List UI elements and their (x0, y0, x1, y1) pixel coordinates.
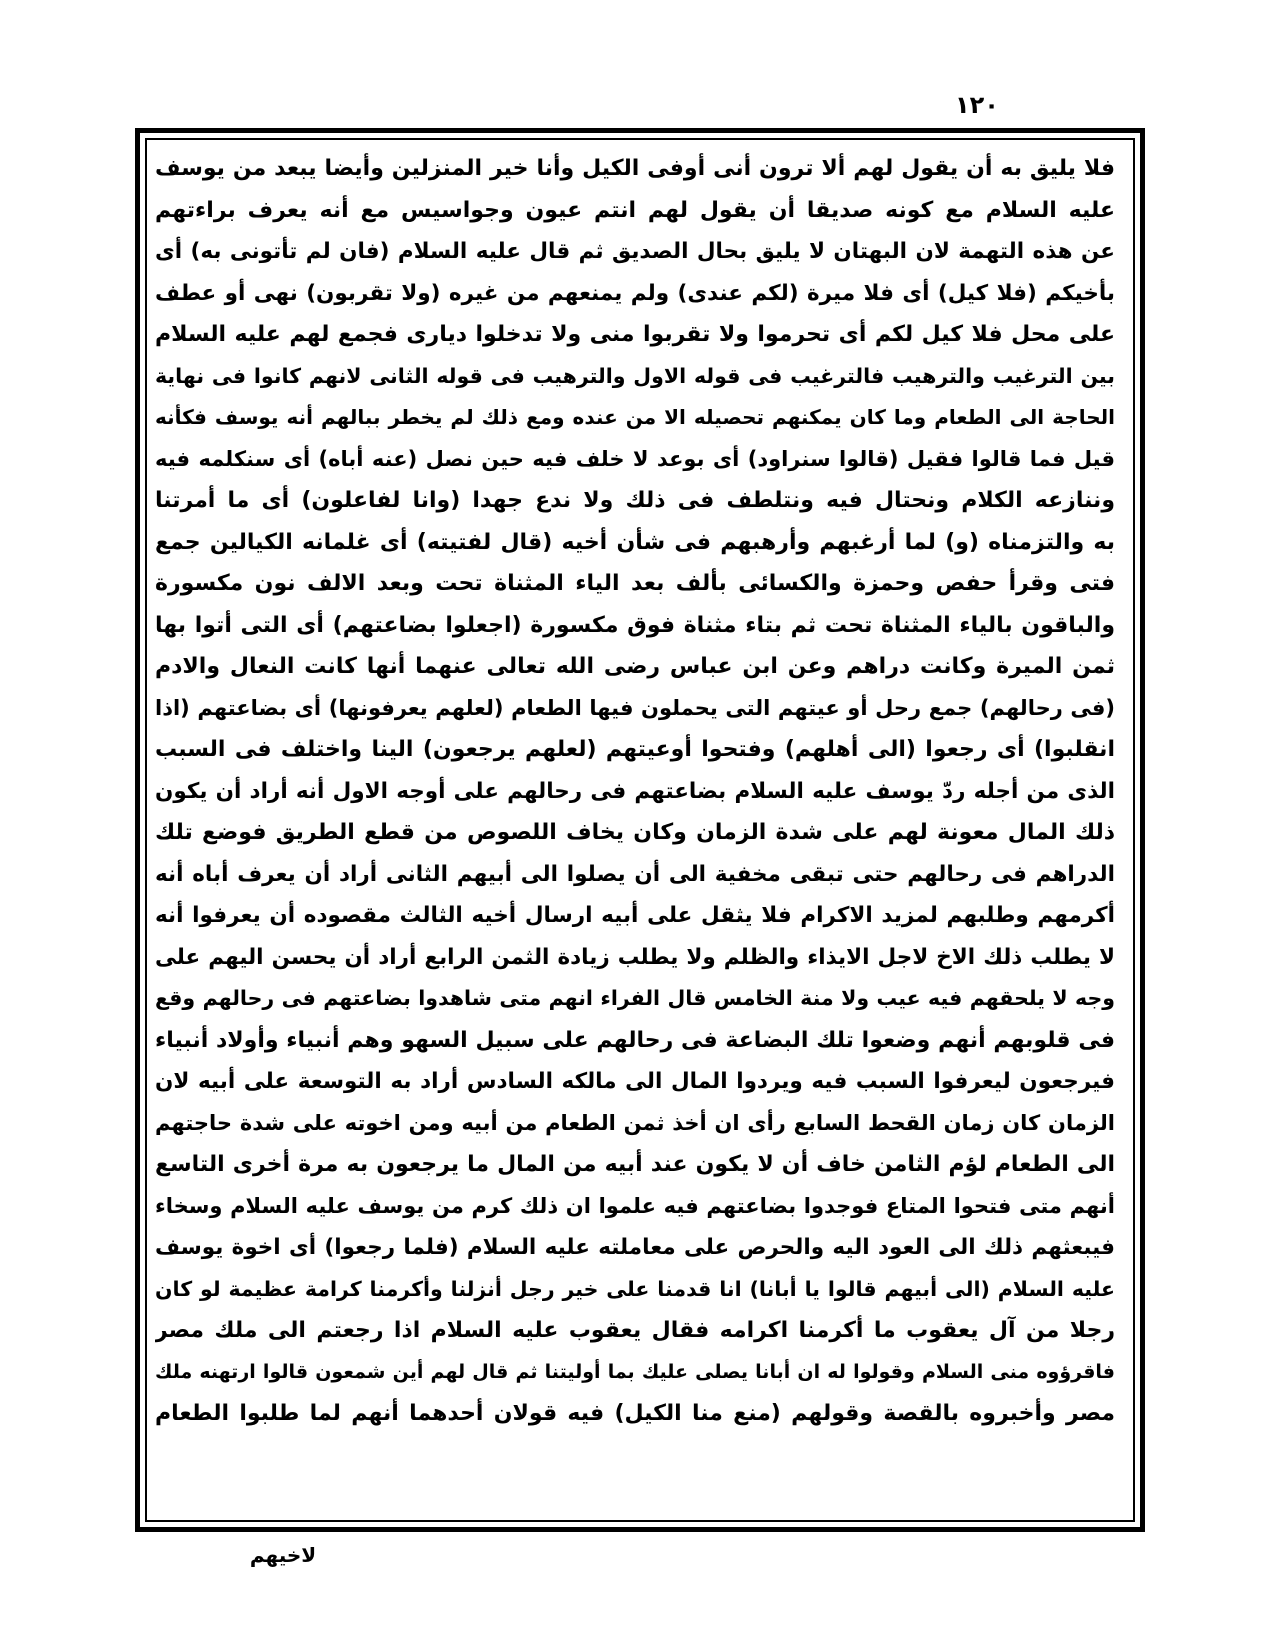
text-line: به والتزمناه (و) لما أرغبهم وأرهبهم فى شأن أخيه (قال لفتيته) أى غلمانه الكيالين جمع (155, 529, 1115, 555)
text-line: قيل فما قالوا فقيل (قالوا سنراود) أى بوعد لا خلف فيه حين نصل (عنه أباه) أى سنكلمه فيه (155, 446, 1115, 471)
text-line: الحاجة الى الطعام وما كان يمكنهم تحصيله الا من عنده ومع ذلك لم يخطر ببالهم أنه يوسف فكأنه (155, 405, 1115, 429)
text-body (155, 148, 1115, 1520)
text-line: لا يطلب ذلك الاخ لاجل الايذاء والظلم ولا يطلب زيادة الثمن الرابع أراد أن يحسن اليهم على (155, 944, 1115, 970)
text-line: فاقرؤوه منى السلام وقولوا له ان أبانا يصلى عليك بما أوليتنا ثم قال لهم أين شمعون قالوا ارتهنه ملك (155, 1360, 1115, 1383)
text-line: على محل فلا كيل لكم أى تحرموا ولا تقربوا منى ولا تدخلوا ديارى فجمع لهم عليه السلام (155, 322, 1115, 347)
text-line: فيبعثهم ذلك الى العود اليه والحرص على معاملته عليه السلام (فلما رجعوا) أى اخوة يوسف (155, 1235, 1115, 1260)
text-line: بأخيكم (فلا كيل) أى فلا ميرة (لكم عندى) ولم يمنعهم من غيره (ولا تقربون) نهى أو عطف (155, 280, 1115, 306)
text-line: وجه لا يلحقهم فيه عيب ولا منة الخامس قال الفراء انهم متى شاهدوا بضاعتهم فى رحالهم وقع (155, 986, 1115, 1010)
text-line: فتى وقرأ حفص وحمزة والكسائى بألف بعد الياء المثناة تحت وبعد الالف نون مكسورة (155, 571, 1115, 596)
text-line: فلا يليق به أن يقول لهم ألا ترون أنى أوفى الكيل وأنا خير المنزلين وأيضا يبعد من يوسف (155, 156, 1115, 181)
text-line: وننازعه الكلام ونحتال فيه ونتلطف فى ذلك ولا ندع جهدا (وانا لفاعلون) أى ما أمرتنا (155, 488, 1115, 513)
text-line: عليه السلام مع كونه صديقا أن يقول لهم انتم عيون وجواسيس مع أنه يعرف براءتهم (155, 197, 1115, 223)
text-line: الزمان كان زمان القحط السابع رأى ان أخذ ثمن الطعام من أبيه ومن اخوته على شدة حاجتهم (155, 1110, 1115, 1135)
text-line: ذلك المال معونة لهم على شدة الزمان وكان يخاف اللصوص من قطع الطريق فوضع تلك (155, 820, 1115, 845)
text-line: والباقون بالياء المثناة تحت ثم بتاء مثناة فوق مكسورة (اجعلوا بضاعتهم) أى التى أتوا بها (155, 612, 1115, 638)
text-line: ثمن الميرة وكانت دراهم وعن ابن عباس رضى الله تعالى عنهما أنها كانت النعال والادم (155, 654, 1115, 679)
page-number: ١٢٠ (955, 91, 999, 119)
text-line: عن هذه التهمة لان البهتان لا يليق بحال الصديق ثم قال عليه السلام (فان لم تأتونى به) أى (155, 239, 1115, 264)
text-line: بين الترغيب والترهيب فالترغيب فى قوله الاول والترهيب فى قوله الثانى لانهم كانوا فى نهاية (155, 363, 1115, 388)
text-line: الدراهم فى رحالهم حتى تبقى مخفية الى أن يصلوا الى أبيهم الثانى أراد أن يعرف أباه أنه (155, 861, 1115, 887)
catchword: لاخيهم (249, 1543, 317, 1567)
text-line: مصر وأخبروه بالقصة وقولهم (منع منا الكيل) فيه قولان أحدهما أنهم لما طلبوا الطعام (155, 1401, 1115, 1426)
text-line: (فى رحالهم) جمع رحل أو عيتهم التى يحملون فيها الطعام (لعلهم يعرفونها) أى بضاعتهم (اذا (155, 695, 1115, 720)
text-line: الى الطعام لؤم الثامن خاف أن لا يكون عند أبيه من المال ما يرجعون به مرة أخرى التاسع (155, 1152, 1115, 1177)
text-line: رجلا من آل يعقوب ما أكرمنا اكرامه فقال يعقوب عليه السلام اذا رجعتم الى ملك مصر (155, 1318, 1115, 1343)
text-line: أنهم متى فتحوا المتاع فوجدوا بضاعتهم فيه علموا ان ذلك كرم من يوسف عليه السلام وسخاء (155, 1193, 1115, 1218)
text-line: الذى من أجله ردّ يوسف عليه السلام بضاعتهم فى رحالهم على أوجه الاول أنه أراد أن يكون (155, 778, 1115, 804)
text-line: انقلبوا) أى رجعوا (الى أهلهم) وفتحوا أوعيتهم (لعلهم يرجعون) الينا واختلف فى السبب (155, 737, 1115, 762)
text-line: فى قلوبهم أنهم وضعوا تلك البضاعة فى رحالهم على سبيل السهو وهم أنبياء وأولاد أنبياء (155, 1027, 1115, 1053)
text-line: أكرمهم وطلبهم لمزيد الاكرام فلا يثقل على أبيه ارسال أخيه الثالث مقصوده أن يعرفوا أنه (155, 903, 1115, 928)
text-line: عليه السلام (الى أبيهم قالوا يا أبانا) انا قدمنا على خير رجل أنزلنا وأكرمنا كرامة عظيمة لو كان (155, 1276, 1115, 1301)
text-line: فيرجعون ليعرفوا السبب فيه ويردوا المال الى مالكه السادس أراد به التوسعة على أبيه لان (155, 1069, 1115, 1094)
